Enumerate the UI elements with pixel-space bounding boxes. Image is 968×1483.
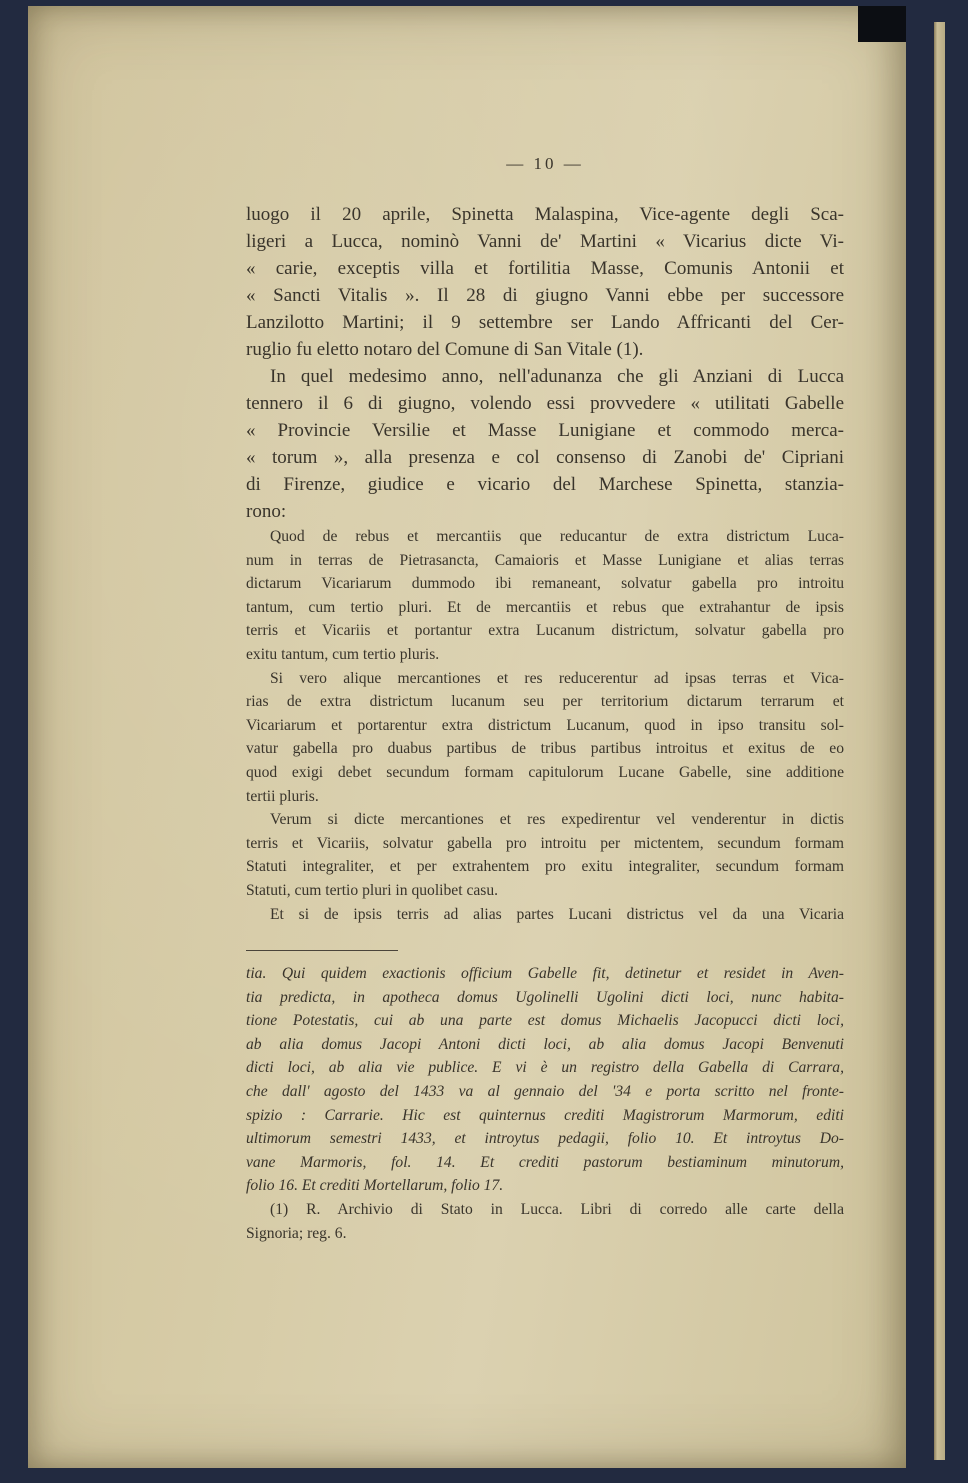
text-line: rono: xyxy=(246,501,287,522)
paragraph xyxy=(246,525,844,667)
text-line: terris et Vicariis, solvatur gabella pro introitu per mictentem, secundum formam xyxy=(246,834,844,852)
text-line: num in terras de Pietrasancta, Camaioris et Masse Lunigiane et alias terras xyxy=(246,551,844,569)
text-line: tia predicta, in apotheca domus Ugolinelli Ugolini dicti loci, nunc habita- xyxy=(246,988,844,1006)
page-paper xyxy=(28,6,906,1468)
text-line: ultimorum semestri 1433, et introytus pedagii, folio 10. Et introytus Do- xyxy=(246,1130,844,1148)
text-line: terris et Vicariis et portantur extra Lucanum districtum, solvatur gabella pro xyxy=(246,622,844,640)
text-line: di Firenze, giudice e vicario del Marchese Spinetta, stanzia- xyxy=(246,474,844,495)
text-line: ab alia domus Jacopi Antoni dicti loci, ab alia domus Jacopi Benvenuti xyxy=(246,1035,844,1053)
text-line: « torum », alla presenza e col consenso di Zanobi de' Cipriani xyxy=(246,447,844,468)
paragraph xyxy=(246,667,844,809)
text-line: dictarum Vicariarum dummodo ibi remaneant, solvatur gabella pro introitu xyxy=(246,575,844,593)
text-line: folio 16. Et crediti Mortellarum, folio 17. xyxy=(246,1177,504,1195)
text-line: tione Potestatis, cui ab una parte est domus Michaelis Jacopucci dicti loci, xyxy=(246,1012,844,1030)
text-line: dicti loci, ab alia vie publice. E vi è un registro della Gabella di Carrara, xyxy=(246,1059,844,1077)
text-line: ruglio fu eletto notaro del Comune di San Vitale (1). xyxy=(246,339,644,360)
text-line: rias de extra districtum lucanum seu per territorium dictarum terrarum et xyxy=(246,693,844,711)
book-edge-zone xyxy=(906,0,968,1483)
text-line: tennero il 6 di giugno, volendo essi provvedere « utilitati Gabelle xyxy=(246,393,844,414)
text-line: tantum, cum tertio pluri. Et de mercantiis et rebus que extrahantur de ipsis xyxy=(246,598,844,616)
page-number: — 10 — xyxy=(506,154,584,173)
text-line: Statuti, cum tertio pluri in quolibet casu. xyxy=(246,881,499,899)
text-line: « carie, exceptis villa et fortilitia Masse, Comunis Antonii et xyxy=(246,258,844,279)
paragraph xyxy=(246,808,844,902)
text-line: vatur gabella pro duabus partibus de tribus partibus introitus et exitus de eo xyxy=(246,740,844,758)
text-column xyxy=(246,6,844,1245)
paragraph xyxy=(246,962,844,1198)
text-line: In quel medesimo anno, nell'adunanza che gli Anziani di Lucca xyxy=(270,366,844,387)
text-line: spizio : Carrarie. Hic est quinternus crediti Magistrorum Marmorum, editi xyxy=(246,1106,844,1124)
text-line: ligeri a Lucca, nominò Vanni de' Martini « Vicarius dicte Vi- xyxy=(246,231,844,252)
text-line: exitu tantum, cum tertio pluris. xyxy=(246,645,440,663)
text-line: Si vero alique mercantiones et res reducerentur ad ipsas terras et Vica- xyxy=(270,669,844,687)
paragraph xyxy=(246,201,844,363)
text-line: Verum si dicte mercantiones et res expedirentur vel venderentur in dictis xyxy=(270,811,844,829)
text-line: Et si de ipsis terris ad alias partes Lucani districtus vel da una Vicaria xyxy=(270,905,844,923)
footnote-separator-rule xyxy=(246,950,398,951)
paragraph xyxy=(246,903,844,927)
corner-shadow-mark xyxy=(858,6,906,42)
page-edges-strip xyxy=(934,22,945,1460)
text-line: Signoria; reg. 6. xyxy=(246,1224,347,1242)
footnote-paragraphs xyxy=(246,962,844,1245)
body-paragraphs xyxy=(246,201,844,926)
text-line: « Sancti Vitalis ». Il 28 di giugno Vanni ebbe per successore xyxy=(246,285,844,306)
paragraph xyxy=(246,1198,844,1245)
text-line: « Provincie Versilie et Masse Lunigiane et commodo merca- xyxy=(246,420,844,441)
text-line: luogo il 20 aprile, Spinetta Malaspina, Vice-agente degli Sca- xyxy=(246,204,844,225)
text-line: Quod de rebus et mercantiis que reducantur de extra districtum Luca- xyxy=(270,528,844,545)
text-line: Statuti integraliter, et per extrahentem pro exitu integraliter, secundum formam xyxy=(246,858,844,876)
text-line: quod exigi debet secundum formam capitulorum Lucane Gabelle, sine additione xyxy=(246,763,844,781)
text-line: Lanzilotto Martini; il 9 settembre ser Lando Affricanti del Cer- xyxy=(246,312,844,333)
text-line: vane Marmoris, fol. 14. Et crediti pastorum bestiaminum minutorum, xyxy=(246,1153,844,1171)
paragraph xyxy=(246,363,844,525)
text-line: (1) R. Archivio di Stato in Lucca. Libri di corredo alle carte della xyxy=(270,1201,844,1219)
text-line: tertii pluris. xyxy=(246,787,319,805)
text-line: tia. Qui quidem exactionis officium Gabelle fit, detinetur et residet in Aven- xyxy=(246,965,844,983)
text-line: Vicariarum et portarentur extra districtum Lucanum, quod in ipso transitu sol- xyxy=(246,716,844,734)
text-line: che dall' agosto del 1433 va al gennaio del '34 e porta scritto nel fronte- xyxy=(246,1083,844,1101)
